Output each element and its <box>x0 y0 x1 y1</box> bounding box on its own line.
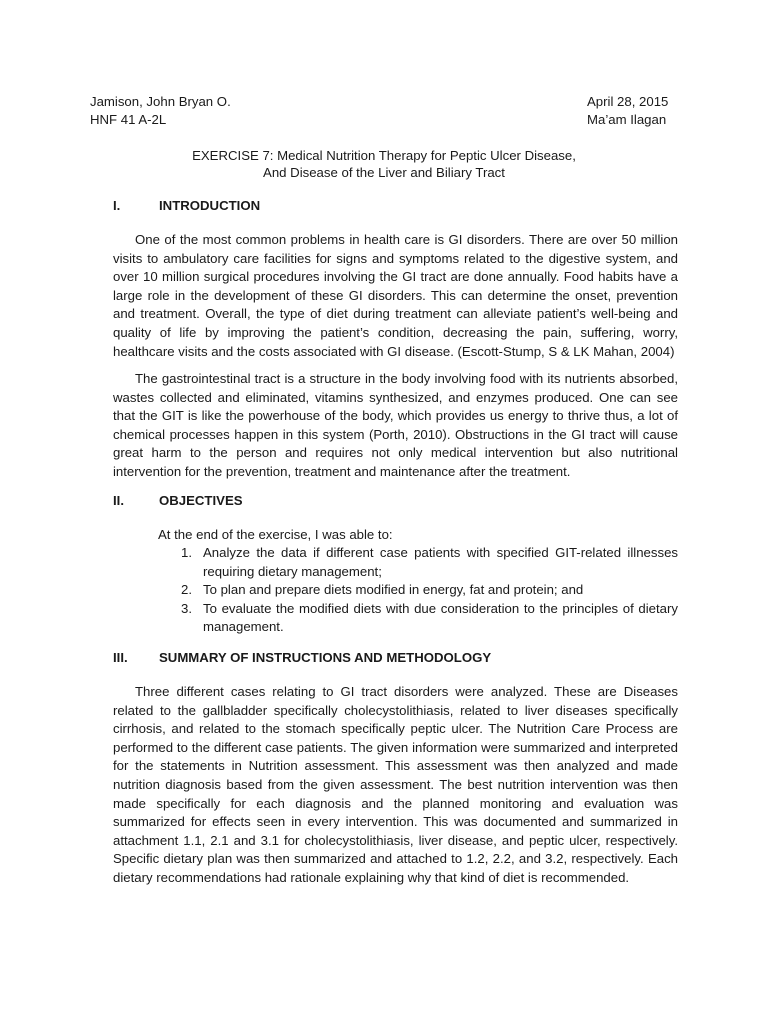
section-title: INTRODUCTION <box>159 198 261 213</box>
section-number: I. <box>113 198 121 213</box>
list-item-text: To evaluate the modified diets with due consideration to the principles of dietary management. <box>203 600 678 635</box>
document-title-line-1: EXERCISE 7: Medical Nutrition Therapy for Peptic Ulcer Disease, <box>192 148 576 163</box>
list-item <box>181 544 678 581</box>
section-title: OBJECTIVES <box>159 493 243 508</box>
list-item-number: 1. <box>181 545 192 560</box>
summary-paragraph: Three different cases relating to GI tract disorders were analyzed. These are Diseases related to the gallbladder specifically cholecystolithiasis, related to liver diseases specifically cirrhosis, and related to the stomach specifically peptic ulcer. The Nutrition Care Process are performed to the different case patients. The given information were summarized and interpreted for the statements in Nutrition assessment. This assessment was then analyzed and made nutrition diagnosis based from the given assessment. The best nutrition intervention was then made specifically for each diagnosis and the planned monitoring and evaluation was summarized for effects seen in every intervention. This was documented and summarized in attachment 1.1, 2.1 and 3.1 for cholecystolithiasis, liver disease, and peptic ulcer, respectively. Specific dietary plan was then summarized and attached to 1.2, 2.2, and 3.2, respectively. Each dietary recommendations had rationale explaining why that kind of diet is recommended. <box>113 684 678 885</box>
introduction-paragraph-1: One of the most common problems in health care is GI disorders. There are over 50 million visits to ambulatory care facilities for signs and symptoms related to the digestive system, and over 10 million surgical procedures involving the GI tract are done annually. Food habits have a large role in the development of these GI disorders. This can determine the onset, prevention and treatment. Overall, the type of diet during treatment can alleviate patient’s well-being and quality of life by improving the patient’s condition, decreasing the pain, suffering, worry, healthcare visits and the costs associated with GI disease. (Escott-Stump, S & LK Mahan, 2004) <box>113 232 678 359</box>
submission-date: April 28, 2015 <box>587 94 669 109</box>
section-number: II. <box>113 493 124 508</box>
document-title-line-2: And Disease of the Liver and Biliary Tract <box>263 165 505 180</box>
introduction-paragraph-2: The gastrointestinal tract is a structure in the body involving food with its nutrients absorbed, wastes collected and eliminated, vitamins synthesized, and enzymes produced. One can see that the GIT is like the powerhouse of the body, which provides us energy to thrive thus, a lot of chemical processes happen in this system (Porth, 2010). Obstructions in the GI tract will cause great harm to the person and requires not only medical intervention but also nutritional intervention for the prevention, treatment and maintenance after the treatment. <box>113 371 678 479</box>
objectives-intro: At the end of the exercise, I was able to: <box>158 527 393 542</box>
list-item-text: Analyze the data if different case patients with specified GIT-related illnesses requiring dietary management; <box>203 545 678 579</box>
section-number: III. <box>113 650 128 665</box>
list-item <box>181 600 678 637</box>
objectives-list <box>181 544 678 637</box>
student-name: Jamison, John Bryan O. <box>90 94 231 109</box>
section-title: SUMMARY OF INSTRUCTIONS AND METHODOLOGY <box>159 650 492 665</box>
list-item-number: 2. <box>181 582 192 598</box>
instructor-name: Ma’am Ilagan <box>587 112 667 127</box>
course-section: HNF 41 A-2L <box>90 112 167 127</box>
list-item-number: 3. <box>181 600 192 616</box>
list-item-text: To plan and prepare diets modified in energy, fat and protein; and <box>203 582 584 598</box>
list-item <box>181 581 678 600</box>
